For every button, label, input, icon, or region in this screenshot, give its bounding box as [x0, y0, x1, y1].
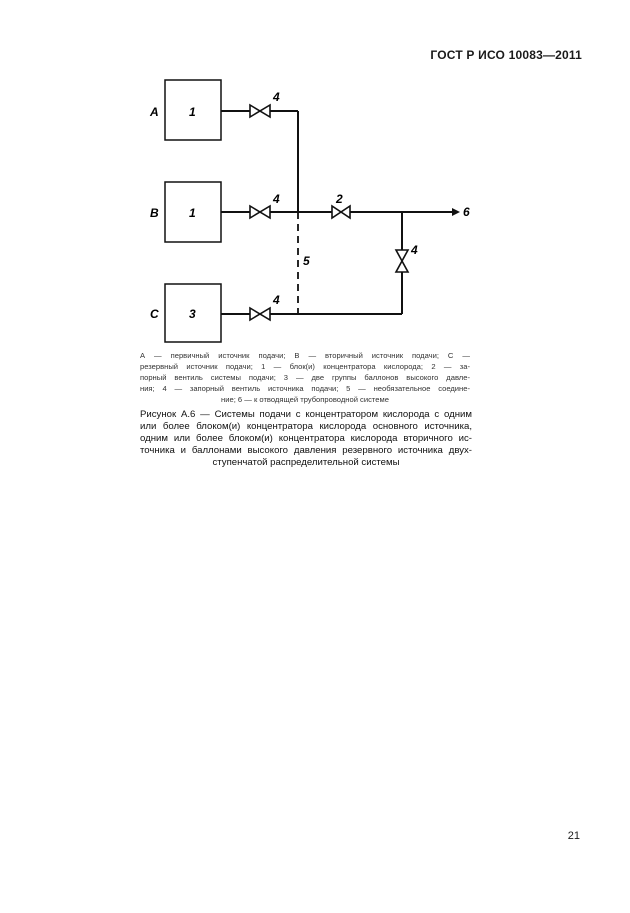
valve-reserve: [396, 250, 408, 272]
label-outlet: 6: [463, 205, 470, 219]
legend-line: ние; 6 — к отводящей трубопроводной системе: [221, 395, 389, 404]
label-valve-c: 4: [273, 293, 280, 307]
valve-source-a: [250, 105, 270, 117]
label-valve-system: 2: [336, 192, 343, 206]
valve-system: [332, 206, 350, 218]
source-number-a: 1: [189, 105, 196, 119]
legend-line: ния; 4 — запорный вентиль источника подачи; 5 — необязательное соедине-: [140, 384, 470, 393]
figure-legend: [140, 350, 470, 405]
legend-line: резервный источник подачи; 1 — блок(и) концентратора кислорода; 2 — за-: [140, 362, 470, 371]
label-valve-b: 4: [273, 192, 280, 206]
source-letter-a: A: [150, 105, 159, 119]
caption-line: ступенчатой распределительной системы: [212, 457, 400, 468]
caption-line: или более блоком(и) концентратора кислорода основного источника,: [140, 421, 472, 432]
valve-source-b: [250, 206, 270, 218]
outlet-arrow: [452, 208, 460, 216]
label-valve-reserve: 4: [411, 243, 418, 257]
source-number-c: 3: [189, 307, 196, 321]
legend-line: порный вентиль системы подачи; 3 — две группы баллонов высокого давле-: [140, 373, 470, 382]
label-valve-a: 4: [273, 90, 280, 104]
source-letter-b: B: [150, 206, 159, 220]
supply-system-diagram: [0, 0, 630, 345]
legend-line: А — первичный источник подачи; В — вторичный источник подачи; С —: [140, 351, 470, 360]
caption-line: Рисунок А.6 — Системы подачи с концентратором кислорода с одним: [140, 409, 472, 420]
valve-source-c: [250, 308, 270, 320]
label-optional-link: 5: [303, 254, 310, 268]
caption-line: точника и баллонами высокого давления резервного источника двух-: [140, 445, 472, 456]
document-header: ГОСТ Р ИСО 10083—2011: [430, 48, 582, 62]
source-number-b: 1: [189, 206, 196, 220]
caption-line: одним или более блоком(и) концентратора кислорода вторичного ис-: [140, 433, 472, 444]
page-number: 21: [567, 830, 580, 842]
source-letter-c: C: [150, 307, 159, 321]
figure-caption: [140, 409, 472, 469]
